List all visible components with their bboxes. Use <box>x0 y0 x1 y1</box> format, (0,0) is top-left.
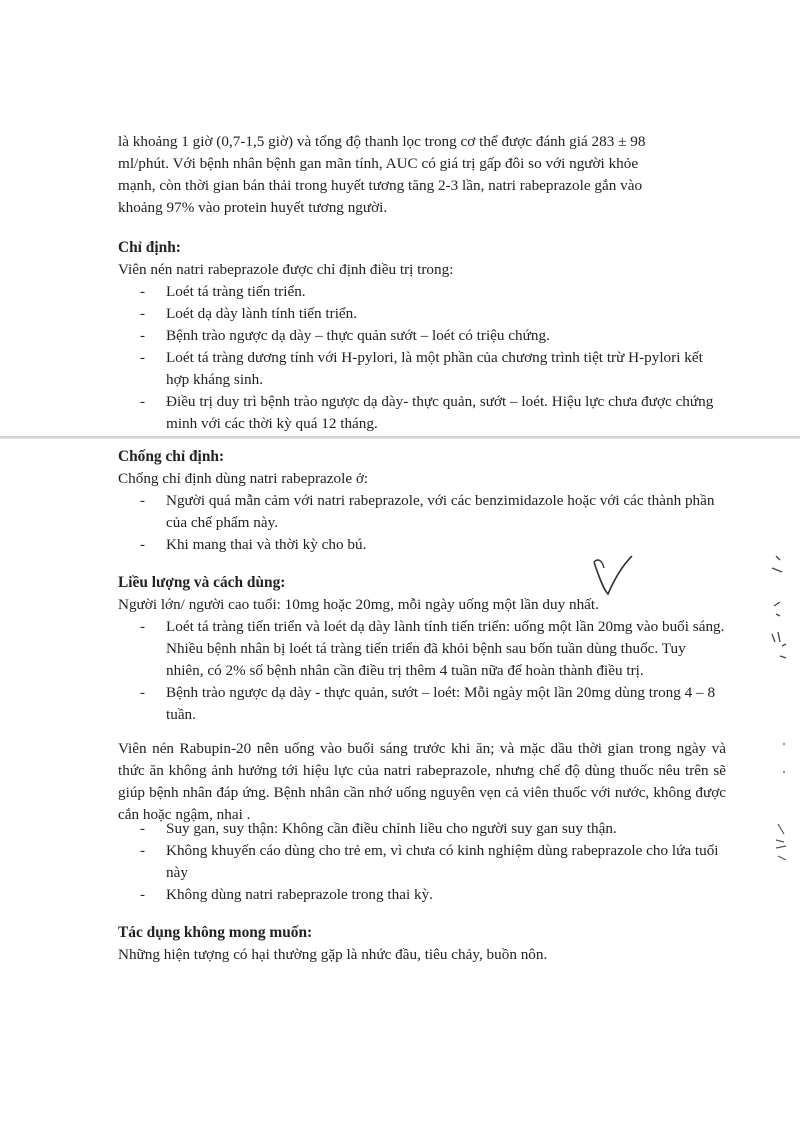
list-item: - Điều trị duy trì bệnh trào ngược dạ dày- thực quản, sướt – loét. Hiệu lực chưa được chứng minh với các thời kỳ quá 12 tháng. <box>140 393 714 432</box>
dash-bullet: - <box>140 283 146 300</box>
dash-bullet: - <box>140 618 146 635</box>
handwritten-checkmark <box>588 550 636 598</box>
contraindications-intro: Chống chỉ định dùng natri rabeprazole ở: <box>118 470 369 487</box>
list-item: - Người quá mẫn cảm với natri rabeprazole, với các benzimidazole hoặc với các thành phần của chế phẩm này. <box>140 492 715 531</box>
dosage-list-1 <box>140 616 725 726</box>
dash-bullet: - <box>140 492 146 509</box>
dash-bullet: - <box>140 349 146 366</box>
dash-bullet: - <box>140 842 146 859</box>
list-item: - Khi mang thai và thời kỳ cho bú. <box>140 534 725 556</box>
indications-intro: Viên nén natri rabeprazole được chỉ định điều trị trong: <box>118 261 454 278</box>
dash-bullet: - <box>140 393 146 410</box>
dash-bullet: - <box>140 684 146 701</box>
indications-list <box>140 281 725 435</box>
dash-bullet: - <box>140 820 146 837</box>
dash-bullet: - <box>140 305 146 322</box>
dosage-intro: Người lớn/ người cao tuổi: 10mg hoặc 20mg, mỗi ngày uống một lần duy nhất. <box>118 596 599 613</box>
side-effects-text: Những hiện tượng có hại thường gặp là nhức đầu, tiêu chảy, buồn nôn. <box>118 946 548 963</box>
intro-line: khoảng 97% vào protein huyết tương người. <box>118 199 388 216</box>
list-item: - Loét tá tràng tiến triển. <box>140 281 725 303</box>
contraindications-list <box>140 490 725 556</box>
section-divider <box>0 436 800 439</box>
intro-paragraph <box>118 131 726 219</box>
list-item: - Suy gan, suy thận: Không cần điều chỉnh liều cho người suy gan suy thận. <box>140 818 725 840</box>
intro-line: mạnh, còn thời gian bán thải trong huyết tương tăng 2-3 lần, natri rabeprazole gắn vào <box>118 177 643 194</box>
list-item: - Bệnh trào ngược dạ dày - thực quản, sướt – loét: Mỗi ngày một lần 20mg dùng trong 4 – 8 tuần. <box>140 684 716 723</box>
list-item: - Không dùng natri rabeprazole trong thai kỳ. <box>140 884 725 906</box>
dosage-paragraph: Viên nén Rabupin-20 nên uống vào buổi sáng trước khi ăn; và mặc dầu thời gian trong ngày và thức ăn không ảnh hưởng tới hiệu lực của natri rabeprazole, nhưng chế độ dùng thuốc nêu trên sẽ giúp bệnh nhân đáp ứng. Bệnh nhân cần nhớ uống nguyên vẹn cả viên thuốc với nước, không được cắn hoặc ngậm, nhai . <box>118 740 726 823</box>
dosage-list-2 <box>140 818 725 906</box>
intro-line: ml/phút. Với bệnh nhân bệnh gan mãn tính, AUC có giá trị gấp đôi so với người khỏe <box>118 155 639 172</box>
scan-margin-marks <box>762 548 792 888</box>
dash-bullet: - <box>140 327 146 344</box>
list-item: - Loét tá tràng dương tính với H-pylori, là một phần của chương trình tiệt trừ H-pylori kết hợp kháng sinh. <box>140 349 703 388</box>
dosage-heading: Liều lượng và cách dùng: <box>118 574 286 591</box>
list-item: - Loét dạ dày lành tính tiến triển. <box>140 303 725 325</box>
intro-line: là khoảng 1 giờ (0,7-1,5 giờ) và tổng độ thanh lọc trong cơ thể được đánh giá 283 ± 98 <box>118 133 646 150</box>
list-item: - Loét tá tràng tiến triển và loét dạ dày lành tính tiến triển: uống một lần 20mg vào buổi sáng. Nhiều bệnh nhân bị loét tá tràng tiến triển đã khỏi bệnh sau bốn tuần dùng thuốc. Tuy nhiên, có 2% số bệnh nhân cần điều trị thêm 4 tuần nữa để hoàn thành điều trị. <box>140 618 725 679</box>
list-item: - Không khuyến cáo dùng cho trẻ em, vì chưa có kinh nghiệm dùng rabeprazole cho lứa tuổi này <box>140 842 719 881</box>
dash-bullet: - <box>140 886 146 903</box>
list-item: - Bệnh trào ngược dạ dày – thực quản sướt – loét có triệu chứng. <box>140 325 725 347</box>
contraindications-heading: Chống chỉ định: <box>118 448 225 465</box>
side-effects-heading: Tác dụng không mong muốn: <box>118 924 313 941</box>
dash-bullet: - <box>140 536 146 553</box>
indications-heading: Chỉ định: <box>118 239 181 256</box>
